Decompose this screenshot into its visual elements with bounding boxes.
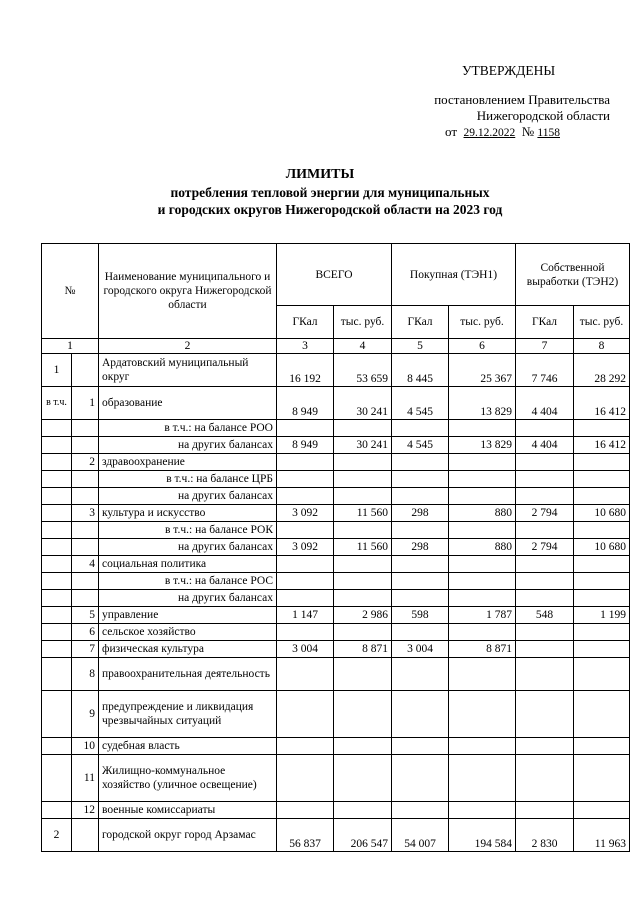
row-name: сельское хозяйство (99, 624, 277, 641)
cell-own-rub (574, 590, 630, 607)
cell-own-rub: 10 680 (574, 505, 630, 522)
cell-purchased-gcal (392, 556, 449, 573)
cell-own-gcal (516, 802, 574, 819)
row-name: городской округ город Арзамас (99, 819, 277, 852)
table-row (42, 658, 630, 691)
cell-total-gcal (277, 556, 334, 573)
table-row (42, 573, 630, 590)
cell-own-rub: 1 199 (574, 607, 630, 624)
cell-purchased-rub (449, 802, 516, 819)
row-name: на других балансах (99, 437, 277, 454)
row-number (42, 607, 72, 624)
cell-purchased-gcal (392, 755, 449, 802)
cell-own-gcal (516, 471, 574, 488)
row-subnumber: 4 (72, 556, 99, 573)
cell-own-gcal (516, 738, 574, 755)
cell-own-gcal (516, 590, 574, 607)
cell-purchased-rub (449, 556, 516, 573)
row-name: военные комиссариаты (99, 802, 277, 819)
cell-purchased-gcal (392, 624, 449, 641)
cell-purchased-gcal: 3 004 (392, 641, 449, 658)
cell-total-gcal (277, 522, 334, 539)
cell-own-rub: 16 412 (574, 387, 630, 420)
row-subnumber: 7 (72, 641, 99, 658)
cell-own-gcal: 2 794 (516, 539, 574, 556)
cell-own-gcal: 2 794 (516, 505, 574, 522)
cell-purchased-gcal (392, 738, 449, 755)
cell-total-gcal (277, 488, 334, 505)
cell-own-rub (574, 624, 630, 641)
table-row (42, 539, 630, 556)
row-name: предупреждение и ликвидация чрезвычайных ситуаций (99, 691, 277, 738)
cell-total-rub: 11 560 (334, 505, 392, 522)
row-number (42, 641, 72, 658)
cell-purchased-gcal: 598 (392, 607, 449, 624)
cell-own-gcal (516, 488, 574, 505)
cell-total-gcal (277, 573, 334, 590)
row-number (42, 691, 72, 738)
cell-purchased-gcal: 4 545 (392, 387, 449, 420)
header-own-gcal: ГКал (516, 306, 574, 339)
cell-total-rub: 2 986 (334, 607, 392, 624)
colnum-6: 6 (449, 339, 516, 354)
row-number (42, 556, 72, 573)
row-name: управление (99, 607, 277, 624)
cell-purchased-rub (449, 471, 516, 488)
cell-own-gcal (516, 420, 574, 437)
table-row (42, 556, 630, 573)
cell-own-gcal (516, 641, 574, 658)
row-subnumber: 12 (72, 802, 99, 819)
row-subnumber (72, 488, 99, 505)
subtitle-line-1: потребления тепловой энергии для муниципальных (170, 185, 490, 200)
decree-from: от (445, 124, 458, 139)
row-subnumber: 3 (72, 505, 99, 522)
table-row (42, 641, 630, 658)
cell-own-gcal (516, 691, 574, 738)
cell-own-gcal: 4 404 (516, 437, 574, 454)
row-number (42, 454, 72, 471)
cell-purchased-gcal: 8 445 (392, 354, 449, 387)
row-name: в т.ч.: на балансе РОО (99, 420, 277, 437)
row-name: на других балансах (99, 488, 277, 505)
cell-own-rub (574, 471, 630, 488)
cell-purchased-rub: 13 829 (449, 387, 516, 420)
cell-own-gcal (516, 658, 574, 691)
cell-own-rub: 11 963 (574, 819, 630, 852)
cell-own-gcal: 2 830 (516, 819, 574, 852)
cell-own-rub (574, 755, 630, 802)
cell-own-gcal (516, 624, 574, 641)
limits-table-body (42, 244, 630, 852)
cell-purchased-gcal (392, 488, 449, 505)
table-row (42, 387, 630, 420)
row-subnumber: 5 (72, 607, 99, 624)
row-subnumber (72, 539, 99, 556)
cell-purchased-rub (449, 658, 516, 691)
table-row (42, 454, 630, 471)
cell-purchased-rub: 1 787 (449, 607, 516, 624)
cell-own-gcal (516, 556, 574, 573)
cell-own-rub (574, 658, 630, 691)
colnum-1: 1 (42, 339, 99, 354)
cell-purchased-rub: 880 (449, 539, 516, 556)
cell-purchased-gcal: 298 (392, 505, 449, 522)
cell-purchased-gcal (392, 691, 449, 738)
cell-purchased-rub: 8 871 (449, 641, 516, 658)
cell-total-gcal (277, 420, 334, 437)
cell-own-rub: 16 412 (574, 437, 630, 454)
decree-line-1: постановлением Правительства (434, 92, 610, 107)
cell-total-gcal (277, 590, 334, 607)
row-subnumber (72, 573, 99, 590)
cell-purchased-rub: 25 367 (449, 354, 516, 387)
cell-own-gcal (516, 454, 574, 471)
row-subnumber (72, 354, 99, 387)
cell-purchased-rub (449, 691, 516, 738)
cell-purchased-rub: 13 829 (449, 437, 516, 454)
cell-total-rub (334, 755, 392, 802)
decree-date: 29.12.2022 (463, 127, 516, 139)
row-name: правоохранительная деятельность (99, 658, 277, 691)
cell-total-rub (334, 573, 392, 590)
row-subnumber (72, 819, 99, 852)
table-row (42, 590, 630, 607)
cell-purchased-gcal (392, 454, 449, 471)
row-subnumber: 11 (72, 755, 99, 802)
cell-purchased-rub (449, 488, 516, 505)
cell-total-gcal: 56 837 (277, 819, 334, 852)
header-total-gcal: ГКал (277, 306, 334, 339)
column-numbers-row (42, 339, 630, 354)
cell-total-gcal (277, 738, 334, 755)
cell-own-gcal (516, 573, 574, 590)
row-name: культура и искусство (99, 505, 277, 522)
row-name: Ардатовский муниципальный округ (99, 354, 277, 387)
document-subtitle (0, 184, 640, 218)
row-number (42, 471, 72, 488)
table-row (42, 819, 630, 852)
row-number: 1 (42, 354, 72, 387)
approved-label: УТВЕРЖДЕНЫ (462, 63, 556, 78)
table-row (42, 354, 630, 387)
cell-own-rub (574, 556, 630, 573)
row-number: 2 (42, 819, 72, 852)
row-subnumber: 6 (72, 624, 99, 641)
row-number (42, 802, 72, 819)
row-name: физическая культура (99, 641, 277, 658)
cell-purchased-gcal: 54 007 (392, 819, 449, 852)
row-name: в т.ч.: на балансе РОК (99, 522, 277, 539)
cell-purchased-rub (449, 755, 516, 802)
cell-total-rub (334, 488, 392, 505)
table-row (42, 691, 630, 738)
cell-total-rub (334, 522, 392, 539)
cell-total-rub: 206 547 (334, 819, 392, 852)
cell-total-rub: 30 241 (334, 387, 392, 420)
table-row (42, 607, 630, 624)
row-subnumber: 9 (72, 691, 99, 738)
cell-total-gcal (277, 471, 334, 488)
row-number (42, 539, 72, 556)
colnum-3: 3 (277, 339, 334, 354)
cell-own-gcal: 548 (516, 607, 574, 624)
cell-purchased-gcal: 298 (392, 539, 449, 556)
cell-purchased-rub (449, 738, 516, 755)
table-row (42, 420, 630, 437)
cell-total-rub (334, 454, 392, 471)
cell-own-gcal (516, 522, 574, 539)
row-subnumber: 10 (72, 738, 99, 755)
limits-table (41, 243, 630, 852)
cell-own-gcal (516, 755, 574, 802)
row-name: Жилищно-коммунальное хозяйство (уличное освещение) (99, 755, 277, 802)
cell-total-rub: 11 560 (334, 539, 392, 556)
subtitle-line-2: и городских округов Нижегородской области на 2023 год (157, 202, 503, 217)
cell-total-gcal (277, 691, 334, 738)
cell-purchased-rub (449, 590, 516, 607)
cell-own-rub (574, 738, 630, 755)
row-subnumber: 1 (72, 387, 99, 420)
cell-total-rub (334, 420, 392, 437)
header-purchased-gcal: ГКал (392, 306, 449, 339)
cell-purchased-rub (449, 522, 516, 539)
cell-total-gcal (277, 658, 334, 691)
cell-total-gcal (277, 755, 334, 802)
cell-total-gcal (277, 624, 334, 641)
cell-own-rub (574, 454, 630, 471)
row-number (42, 755, 72, 802)
cell-total-gcal (277, 454, 334, 471)
row-number (42, 624, 72, 641)
row-subnumber (72, 522, 99, 539)
row-number (42, 420, 72, 437)
cell-own-rub: 10 680 (574, 539, 630, 556)
cell-total-rub (334, 556, 392, 573)
cell-purchased-gcal (392, 522, 449, 539)
colnum-5: 5 (392, 339, 449, 354)
cell-total-gcal: 3 004 (277, 641, 334, 658)
cell-total-gcal: 16 192 (277, 354, 334, 387)
cell-own-gcal: 7 746 (516, 354, 574, 387)
cell-purchased-gcal: 4 545 (392, 437, 449, 454)
cell-total-gcal: 3 092 (277, 539, 334, 556)
cell-total-rub (334, 624, 392, 641)
decree-reference (380, 92, 610, 124)
header-num: № (42, 244, 99, 339)
cell-total-rub: 53 659 (334, 354, 392, 387)
header-row-1 (42, 244, 630, 306)
decree-number-sign: № (521, 124, 535, 139)
cell-total-gcal: 8 949 (277, 437, 334, 454)
row-number (42, 658, 72, 691)
cell-purchased-gcal (392, 590, 449, 607)
decree-number: 1158 (537, 127, 560, 139)
colnum-2: 2 (99, 339, 277, 354)
colnum-8: 8 (574, 339, 630, 354)
cell-own-rub (574, 488, 630, 505)
cell-own-rub (574, 522, 630, 539)
cell-purchased-gcal (392, 658, 449, 691)
row-number (42, 738, 72, 755)
row-name: судебная власть (99, 738, 277, 755)
cell-purchased-gcal (392, 420, 449, 437)
table-row (42, 802, 630, 819)
row-subnumber: 8 (72, 658, 99, 691)
cell-total-gcal: 1 147 (277, 607, 334, 624)
row-subnumber (72, 471, 99, 488)
cell-total-rub (334, 658, 392, 691)
table-row (42, 738, 630, 755)
cell-total-gcal (277, 802, 334, 819)
row-name: в т.ч.: на балансе ЦРБ (99, 471, 277, 488)
cell-total-rub (334, 471, 392, 488)
row-number: в т.ч. (42, 387, 72, 420)
table-row (42, 505, 630, 522)
row-subnumber (72, 590, 99, 607)
header-purchased-rub: тыс. руб. (449, 306, 516, 339)
cell-own-rub (574, 573, 630, 590)
row-subnumber (72, 437, 99, 454)
colnum-4: 4 (334, 339, 392, 354)
table-row (42, 437, 630, 454)
header-own-rub: тыс. руб. (574, 306, 630, 339)
cell-purchased-rub (449, 624, 516, 641)
row-number (42, 522, 72, 539)
cell-own-gcal: 4 404 (516, 387, 574, 420)
colnum-7: 7 (516, 339, 574, 354)
row-number (42, 573, 72, 590)
cell-own-rub (574, 420, 630, 437)
table-row (42, 624, 630, 641)
cell-own-rub: 28 292 (574, 354, 630, 387)
row-number (42, 590, 72, 607)
row-number (42, 437, 72, 454)
table-row (42, 488, 630, 505)
cell-purchased-rub (449, 573, 516, 590)
cell-purchased-gcal (392, 573, 449, 590)
cell-total-rub (334, 738, 392, 755)
cell-own-rub (574, 802, 630, 819)
table-row (42, 755, 630, 802)
row-name: образование (99, 387, 277, 420)
cell-own-rub (574, 641, 630, 658)
cell-purchased-gcal (392, 802, 449, 819)
row-number (42, 505, 72, 522)
row-subnumber (72, 420, 99, 437)
cell-purchased-rub (449, 454, 516, 471)
cell-total-rub: 8 871 (334, 641, 392, 658)
cell-purchased-gcal (392, 471, 449, 488)
header-total-rub: тыс. руб. (334, 306, 392, 339)
cell-purchased-rub: 880 (449, 505, 516, 522)
cell-purchased-rub: 194 584 (449, 819, 516, 852)
row-number (42, 488, 72, 505)
header-purchased: Покупная (ТЭН1) (392, 244, 516, 306)
row-name: социальная политика (99, 556, 277, 573)
cell-total-gcal: 3 092 (277, 505, 334, 522)
cell-own-rub (574, 691, 630, 738)
header-own: Собственной выработки (ТЭН2) (516, 244, 630, 306)
decree-number-line (445, 124, 560, 140)
row-name: на других балансах (99, 590, 277, 607)
row-name: здравоохранение (99, 454, 277, 471)
header-total: ВСЕГО (277, 244, 392, 306)
cell-total-rub (334, 691, 392, 738)
row-subnumber: 2 (72, 454, 99, 471)
cell-purchased-rub (449, 420, 516, 437)
cell-total-rub: 30 241 (334, 437, 392, 454)
cell-total-rub (334, 802, 392, 819)
cell-total-gcal: 8 949 (277, 387, 334, 420)
row-name: в т.ч.: на балансе РОС (99, 573, 277, 590)
table-row (42, 522, 630, 539)
row-name: на других балансах (99, 539, 277, 556)
decree-line-2: Нижегородской области (476, 108, 610, 123)
cell-total-rub (334, 590, 392, 607)
header-name: Наименование муниципального и городского округа Нижегородской области (99, 244, 277, 339)
table-row (42, 471, 630, 488)
document-title: ЛИМИТЫ (285, 167, 355, 182)
